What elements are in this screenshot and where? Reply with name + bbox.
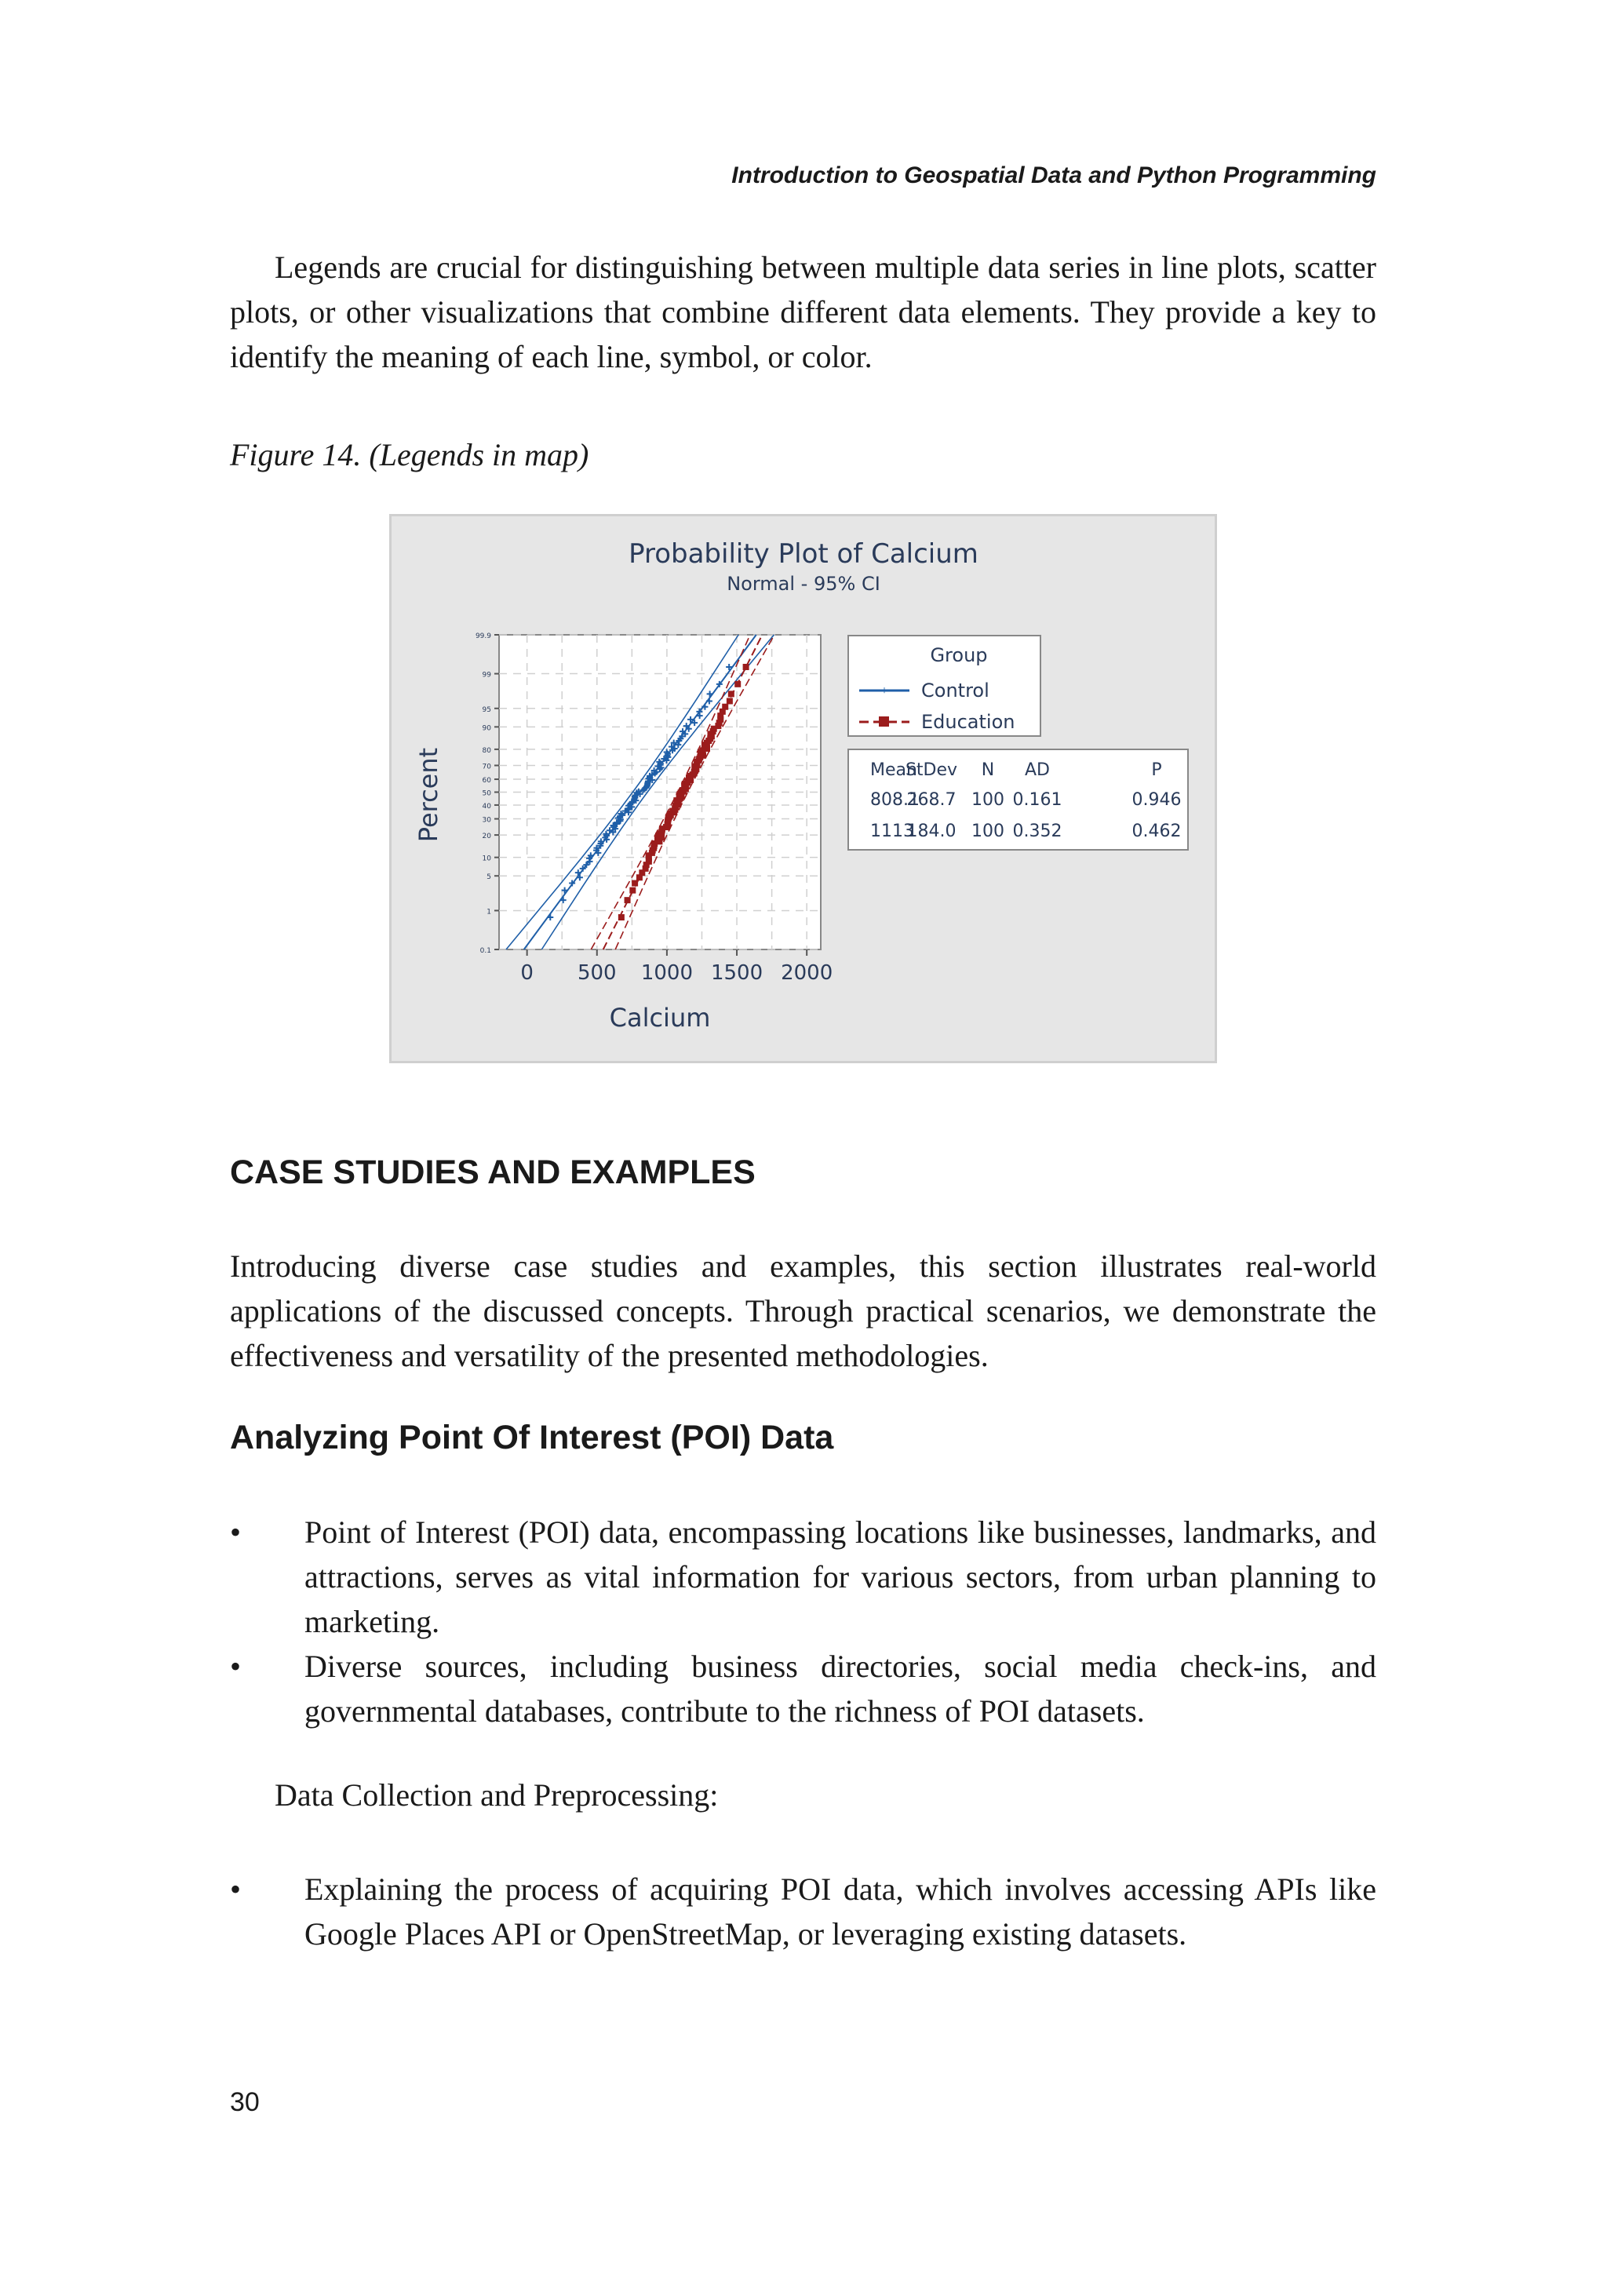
bullet-icon: • xyxy=(230,1514,242,1550)
sub-label: Data Collection and Preprocessing: xyxy=(275,1777,719,1813)
stats-header: StDev xyxy=(905,760,958,780)
y-axis-label: Percent xyxy=(414,747,443,843)
stats-header: P xyxy=(1151,760,1162,780)
page-number: 30 xyxy=(230,2087,260,2117)
data-point xyxy=(734,681,741,687)
stats-cell: 808.1 xyxy=(870,790,920,810)
legend-title: Group xyxy=(930,644,988,666)
stats-header: Mean xyxy=(870,760,917,780)
y-tick-label: 99 xyxy=(482,671,491,680)
case-paragraph: Introducing diverse case studies and examples, this section illustrates real-world applications of the discussed concepts. Through practical scenarios, we demonstrate the effectiveness and versatility of the presented methodologies. xyxy=(230,1248,1376,1373)
bullet-icon: • xyxy=(230,1649,242,1684)
y-tick-label: 1 xyxy=(486,908,491,917)
y-tick-label: 40 xyxy=(482,802,491,811)
y-tick-label: 30 xyxy=(482,816,491,825)
y-tick-label: 90 xyxy=(482,724,491,733)
x-tick-label: 500 xyxy=(577,961,617,985)
y-tick-label: 20 xyxy=(482,833,491,841)
probability-plot-svg xyxy=(392,516,1215,1061)
x-tick-label: 1000 xyxy=(640,961,693,985)
chart-title: Probability Plot of Calcium xyxy=(629,538,978,570)
figure-caption: Figure 14. (Legends in map) xyxy=(230,437,589,472)
legend xyxy=(848,636,1040,736)
x-tick-label: 2000 xyxy=(781,961,833,985)
section-heading: CASE STUDIES AND EXAMPLES xyxy=(230,1153,756,1191)
x-tick-label: 1500 xyxy=(710,961,763,985)
bullet-text: Point of Interest (POI) data, encompassing locations like businesses, landmarks, and attractions, serves as vital information for various sectors, from urban planning to marketing. xyxy=(304,1514,1376,1639)
y-tick-label: 0.1 xyxy=(479,947,491,955)
stats-cell: 268.7 xyxy=(906,790,957,810)
x-axis-label: Calcium xyxy=(609,1003,711,1033)
running-head: Introduction to Geospatial Data and Python Programming xyxy=(731,162,1376,188)
stats-cell: 184.0 xyxy=(906,822,957,841)
stats-cell: 100 xyxy=(971,822,1004,841)
data-point xyxy=(728,691,734,697)
y-tick-label: 95 xyxy=(482,705,491,714)
data-point xyxy=(727,698,733,704)
intro-paragraph: Legends are crucial for distinguishing between multiple data series in line plots, scatter plots, or other visualizations that combine different data elements. They provide a key to identify the meaning of each line, symbol, or color. xyxy=(230,250,1376,374)
x-tick-label: 0 xyxy=(520,961,534,985)
stats-cell: 100 xyxy=(971,790,1004,810)
y-tick-label: 50 xyxy=(482,789,491,798)
list-item xyxy=(230,1644,1376,1733)
data-point xyxy=(743,664,749,670)
bullet-list-poi xyxy=(230,1510,1376,1733)
list-item xyxy=(230,1510,1376,1644)
data-point xyxy=(625,897,631,903)
y-tick-label: 80 xyxy=(482,746,491,755)
data-point xyxy=(632,880,638,887)
y-tick-label: 99.9 xyxy=(475,632,491,640)
legend-marker-education-icon xyxy=(879,716,889,727)
stats-header: N xyxy=(981,760,995,780)
bullet-list-collection xyxy=(230,1867,1376,1956)
legend-entry-education: Education xyxy=(921,711,1015,733)
stats-cell: 0.352 xyxy=(1012,822,1062,841)
y-tick-label: 60 xyxy=(482,777,491,785)
bullet-text: Diverse sources, including business directories, social media check-ins, and governmental databases, contribute to the richness of POI datasets. xyxy=(304,1649,1376,1729)
data-point xyxy=(618,914,625,920)
stats-cell: 0.161 xyxy=(1012,790,1062,810)
stats-table xyxy=(848,749,1188,850)
legend-entry-control: Control xyxy=(921,680,989,702)
stats-cell: 0.462 xyxy=(1131,822,1182,841)
legend-marker-control-icon: + xyxy=(880,684,888,698)
y-tick-label: 10 xyxy=(482,855,491,863)
stats-cell: 1113 xyxy=(870,822,914,841)
stats-cell: 0.946 xyxy=(1131,790,1182,810)
figure-probability-plot xyxy=(389,514,1217,1063)
data-point xyxy=(629,887,636,894)
bullet-icon: • xyxy=(230,1871,242,1907)
subheading: Analyzing Point Of Interest (POI) Data xyxy=(230,1419,834,1456)
data-point xyxy=(722,704,728,710)
chart-subtitle: Normal - 95% CI xyxy=(727,573,880,595)
y-tick-label: 70 xyxy=(482,763,491,771)
stats-header: AD xyxy=(1025,760,1050,780)
y-tick-label: 5 xyxy=(486,873,491,882)
bullet-text: Explaining the process of acquiring POI data, which involves accessing APIs like Google Places API or OpenStreetMap, or leveraging existing datasets. xyxy=(304,1871,1376,1952)
list-item xyxy=(230,1867,1376,1956)
